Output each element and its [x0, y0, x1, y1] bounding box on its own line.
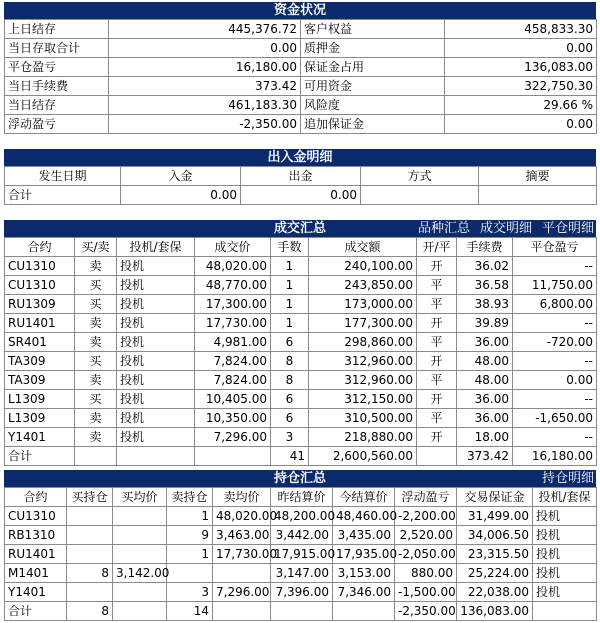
trade-cell: 36.00 — [457, 333, 513, 352]
position-cell: -1,500.00 — [395, 583, 457, 602]
funds-value: 0.00 — [445, 115, 597, 134]
trade-cell: 卖 — [75, 314, 117, 333]
trade-cell: 7,824.00 — [195, 371, 271, 390]
trade-cell: 投机 — [117, 352, 195, 371]
trade-cell: 0.00 — [513, 371, 597, 390]
total-cell — [361, 186, 479, 205]
position-cell: 3,463.00 — [213, 526, 271, 545]
position-cell: RB1310 — [5, 526, 67, 545]
deposit-table — [4, 166, 597, 205]
trade-cell: 6 — [271, 333, 309, 352]
total-cell — [533, 602, 597, 621]
deposit-title: 出入金明细 — [4, 149, 596, 166]
column-header: 昨结算价 — [271, 488, 333, 507]
column-header: 合约 — [5, 238, 75, 257]
trade-cell: 投机 — [117, 314, 195, 333]
position-cell: 17,935.00 — [333, 545, 395, 564]
total-cell: 14 — [167, 602, 213, 621]
funds-row — [5, 96, 597, 115]
funds-label: 上日结存 — [5, 20, 109, 39]
position-cell: 7,396.00 — [271, 583, 333, 602]
position-cell — [167, 564, 213, 583]
trade-cell: 243,850.00 — [309, 276, 417, 295]
column-header: 卖持仓 — [167, 488, 213, 507]
trade-cell: 10,350.00 — [195, 409, 271, 428]
trade-cell: 平 — [417, 295, 457, 314]
column-header: 平仓盈亏 — [513, 238, 597, 257]
position-cell: 3,147.00 — [271, 564, 333, 583]
total-cell — [479, 186, 597, 205]
total-cell: 8 — [67, 602, 113, 621]
trade-cell: TA309 — [5, 371, 75, 390]
funds-row — [5, 115, 597, 134]
trade-cell: 48,020.00 — [195, 257, 271, 276]
trade-cell: 开 — [417, 428, 457, 447]
trade-cell: 3 — [271, 428, 309, 447]
table-row — [5, 526, 597, 545]
trade-cell: L1309 — [5, 409, 75, 428]
position-cell: 7,296.00 — [213, 583, 271, 602]
position-cell: 25,224.00 — [457, 564, 533, 583]
table-row — [5, 409, 597, 428]
trade-cell: 1 — [271, 314, 309, 333]
funds-label: 追加保证金 — [301, 115, 445, 134]
trade-cell: 平 — [417, 409, 457, 428]
position-cell: 48,200.00 — [271, 507, 333, 526]
trade-cell: 312,960.00 — [309, 371, 417, 390]
table-row — [5, 314, 597, 333]
funds-value: 461,183.30 — [109, 96, 301, 115]
column-header: 成交额 — [309, 238, 417, 257]
trade-cell: 36.00 — [457, 409, 513, 428]
funds-title: 资金状况 — [4, 2, 596, 19]
table-row — [5, 507, 597, 526]
funds-value: 16,180.00 — [109, 58, 301, 77]
total-cell: 合计 — [5, 602, 67, 621]
position-cell: 17,915.00 — [271, 545, 333, 564]
funds-value: 0.00 — [109, 39, 301, 58]
trade-cell: Y1401 — [5, 428, 75, 447]
column-header: 方式 — [361, 167, 479, 186]
position-cell: 3,442.00 — [271, 526, 333, 545]
link-2[interactable]: 平仓明细 — [541, 221, 594, 236]
position-cell: 1 — [167, 507, 213, 526]
position-cell: 投机 — [533, 545, 597, 564]
column-header: 成交价 — [195, 238, 271, 257]
trade-cell: 48.00 — [457, 371, 513, 390]
position-cell — [113, 583, 167, 602]
column-header: 今结算价 — [333, 488, 395, 507]
total-cell — [213, 602, 271, 621]
funds-label: 浮动盈亏 — [5, 115, 109, 134]
position-cell — [113, 545, 167, 564]
trade-cell: 240,100.00 — [309, 257, 417, 276]
position-cell: 17,730.00 — [213, 545, 271, 564]
trade-cell: 7,296.00 — [195, 428, 271, 447]
trade-cell: 36.58 — [457, 276, 513, 295]
position-cell: -2,200.00 — [395, 507, 457, 526]
position-cell: 23,315.50 — [457, 545, 533, 564]
column-header: 交易保证金 — [457, 488, 533, 507]
trade-cell: TA309 — [5, 352, 75, 371]
link-0[interactable]: 持仓明细 — [541, 471, 594, 486]
table-row — [5, 428, 597, 447]
total-cell: 0.00 — [121, 186, 241, 205]
column-header: 出金 — [241, 167, 361, 186]
trade-cell: 投机 — [117, 428, 195, 447]
trade-cell: 36.02 — [457, 257, 513, 276]
trade-cell: 18.00 — [457, 428, 513, 447]
trade-cell: 投机 — [117, 333, 195, 352]
trade-cell: 48.00 — [457, 352, 513, 371]
trade-cell: CU1310 — [5, 257, 75, 276]
total-cell — [113, 602, 167, 621]
table-row — [5, 352, 597, 371]
column-header: 买/卖 — [75, 238, 117, 257]
column-header: 合约 — [5, 488, 67, 507]
total-cell: 41 — [271, 447, 309, 466]
table-row — [5, 390, 597, 409]
trade-cell: 1 — [271, 276, 309, 295]
position-cell: 34,006.50 — [457, 526, 533, 545]
position-cell: 3,142.00 — [113, 564, 167, 583]
trades-table — [4, 237, 597, 466]
column-header: 投机/套保 — [117, 238, 195, 257]
total-cell: -2,350.00 — [395, 602, 457, 621]
position-cell — [67, 526, 113, 545]
funds-label: 保证金占用 — [301, 58, 445, 77]
funds-label: 可用资金 — [301, 77, 445, 96]
total-cell: 0.00 — [241, 186, 361, 205]
funds-label: 当日存取合计 — [5, 39, 109, 58]
total-cell — [117, 447, 195, 466]
position-cell — [113, 526, 167, 545]
trade-cell: 买 — [75, 276, 117, 295]
trade-cell: 173,000.00 — [309, 295, 417, 314]
position-cell — [67, 545, 113, 564]
total-cell: 2,600,560.00 — [309, 447, 417, 466]
funds-table — [4, 19, 597, 134]
trade-cell: 卖 — [75, 333, 117, 352]
position-cell: -2,050.00 — [395, 545, 457, 564]
trade-cell: 开 — [417, 257, 457, 276]
trade-cell: 卖 — [75, 371, 117, 390]
trade-cell: -720.00 — [513, 333, 597, 352]
positions-section — [4, 470, 596, 621]
trade-cell: 投机 — [117, 390, 195, 409]
position-cell: 投机 — [533, 564, 597, 583]
positions-table — [4, 487, 597, 621]
trade-cell: 6 — [271, 390, 309, 409]
funds-row — [5, 58, 597, 77]
column-header: 投机/套保 — [533, 488, 597, 507]
trade-cell: 312,150.00 — [309, 390, 417, 409]
positions-title: 持仓汇总 持仓明细 — [4, 470, 596, 487]
trade-cell: 10,405.00 — [195, 390, 271, 409]
funds-value: 136,083.00 — [445, 58, 597, 77]
column-header: 手续费 — [457, 238, 513, 257]
table-row — [5, 371, 597, 390]
funds-label: 当日手续费 — [5, 77, 109, 96]
trades-title: 成交汇总 品种汇总 成交明细 平仓明细 — [4, 220, 596, 237]
trade-cell: -- — [513, 352, 597, 371]
trade-cell: 6,800.00 — [513, 295, 597, 314]
funds-label: 客户权益 — [301, 20, 445, 39]
column-header: 手数 — [271, 238, 309, 257]
table-row — [5, 545, 597, 564]
position-cell: 22,038.00 — [457, 583, 533, 602]
trade-cell: 11,750.00 — [513, 276, 597, 295]
position-cell: 7,346.00 — [333, 583, 395, 602]
column-header: 卖均价 — [213, 488, 271, 507]
trade-cell: 卖 — [75, 257, 117, 276]
trade-cell: -1,650.00 — [513, 409, 597, 428]
total-cell: 合计 — [5, 186, 121, 205]
table-row — [5, 583, 597, 602]
trade-cell: 17,300.00 — [195, 295, 271, 314]
trade-cell: 卖 — [75, 428, 117, 447]
position-cell: 880.00 — [395, 564, 457, 583]
table-row — [5, 276, 597, 295]
total-cell: 16,180.00 — [513, 447, 597, 466]
trade-cell: 投机 — [117, 276, 195, 295]
position-cell: 31,499.00 — [457, 507, 533, 526]
link-1[interactable]: 成交明细 — [479, 221, 532, 236]
trade-cell: CU1310 — [5, 276, 75, 295]
position-cell: 2,520.00 — [395, 526, 457, 545]
trade-cell: 4,981.00 — [195, 333, 271, 352]
position-cell: CU1310 — [5, 507, 67, 526]
trade-cell: -- — [513, 257, 597, 276]
total-cell — [417, 447, 457, 466]
trade-cell: 7,824.00 — [195, 352, 271, 371]
funds-row — [5, 20, 597, 39]
trade-cell: SR401 — [5, 333, 75, 352]
trade-cell: 开 — [417, 352, 457, 371]
funds-label: 质押金 — [301, 39, 445, 58]
trade-cell: -- — [513, 314, 597, 333]
position-cell — [67, 583, 113, 602]
position-cell — [67, 507, 113, 526]
column-header: 买均价 — [113, 488, 167, 507]
trade-cell: 投机 — [117, 257, 195, 276]
funds-section — [4, 2, 596, 134]
funds-label: 风险度 — [301, 96, 445, 115]
positions-total-row — [5, 602, 597, 621]
position-cell — [213, 564, 271, 583]
trade-cell: 买 — [75, 295, 117, 314]
funds-value: 373.42 — [109, 77, 301, 96]
trade-cell: 310,500.00 — [309, 409, 417, 428]
trade-cell: 买 — [75, 352, 117, 371]
deposit-total-row — [5, 186, 597, 205]
trade-cell: 平 — [417, 276, 457, 295]
trade-cell: -- — [513, 428, 597, 447]
trade-cell: 投机 — [117, 409, 195, 428]
trade-cell: 平 — [417, 371, 457, 390]
trade-cell: 177,300.00 — [309, 314, 417, 333]
trade-cell: 投机 — [117, 371, 195, 390]
position-cell: 9 — [167, 526, 213, 545]
deposit-section — [4, 149, 596, 205]
trade-cell: 1 — [271, 295, 309, 314]
trade-cell: 1 — [271, 257, 309, 276]
total-cell: 合计 — [5, 447, 75, 466]
trade-cell: 312,960.00 — [309, 352, 417, 371]
position-cell: 48,020.00 — [213, 507, 271, 526]
trade-cell: 8 — [271, 352, 309, 371]
trade-cell: 8 — [271, 371, 309, 390]
position-cell: 投机 — [533, 583, 597, 602]
column-header: 浮动盈亏 — [395, 488, 457, 507]
funds-value: 0.00 — [445, 39, 597, 58]
trade-cell: 开 — [417, 390, 457, 409]
trade-cell: L1309 — [5, 390, 75, 409]
funds-value: 322,750.30 — [445, 77, 597, 96]
trade-cell: -- — [513, 390, 597, 409]
funds-value: -2,350.00 — [109, 115, 301, 134]
column-header: 开/平 — [417, 238, 457, 257]
table-row — [5, 257, 597, 276]
trade-cell: 48,770.00 — [195, 276, 271, 295]
column-header: 发生日期 — [5, 167, 121, 186]
total-cell: 136,083.00 — [457, 602, 533, 621]
position-cell — [113, 507, 167, 526]
table-row — [5, 333, 597, 352]
total-cell — [195, 447, 271, 466]
trade-cell: 36.00 — [457, 390, 513, 409]
table-row — [5, 564, 597, 583]
trade-cell: 投机 — [117, 295, 195, 314]
trade-cell: 卖 — [75, 409, 117, 428]
position-cell: 8 — [67, 564, 113, 583]
position-cell: 3,435.00 — [333, 526, 395, 545]
deposit-header-row — [5, 167, 597, 186]
trade-cell: RU1309 — [5, 295, 75, 314]
total-cell: 373.42 — [457, 447, 513, 466]
column-header: 摘要 — [479, 167, 597, 186]
total-cell — [271, 602, 333, 621]
trade-cell: 开 — [417, 314, 457, 333]
position-cell: 投机 — [533, 507, 597, 526]
trade-cell: 6 — [271, 409, 309, 428]
trade-cell: 17,730.00 — [195, 314, 271, 333]
funds-label: 当日结存 — [5, 96, 109, 115]
total-cell — [75, 447, 117, 466]
position-cell: 3 — [167, 583, 213, 602]
funds-value: 29.66 % — [445, 96, 597, 115]
trade-cell: 平 — [417, 333, 457, 352]
column-header: 买持仓 — [67, 488, 113, 507]
position-cell: RU1401 — [5, 545, 67, 564]
total-cell — [333, 602, 395, 621]
trade-cell: 39.89 — [457, 314, 513, 333]
position-cell: M1401 — [5, 564, 67, 583]
link-0[interactable]: 品种汇总 — [417, 221, 470, 236]
trade-cell: 38.93 — [457, 295, 513, 314]
trades-section — [4, 220, 596, 466]
position-cell: 投机 — [533, 526, 597, 545]
position-cell: Y1401 — [5, 583, 67, 602]
funds-value: 445,376.72 — [109, 20, 301, 39]
trades-header-row — [5, 238, 597, 257]
position-cell: 48,460.00 — [333, 507, 395, 526]
trade-cell: RU1401 — [5, 314, 75, 333]
position-cell: 1 — [167, 545, 213, 564]
trade-cell: 298,860.00 — [309, 333, 417, 352]
column-header: 入金 — [121, 167, 241, 186]
position-cell: 3,153.00 — [333, 564, 395, 583]
trade-cell: 218,880.00 — [309, 428, 417, 447]
table-row — [5, 295, 597, 314]
trade-cell: 买 — [75, 390, 117, 409]
positions-header-row — [5, 488, 597, 507]
funds-value: 458,833.30 — [445, 20, 597, 39]
funds-row — [5, 77, 597, 96]
funds-label: 平仓盈亏 — [5, 58, 109, 77]
trades-total-row — [5, 447, 597, 466]
funds-row — [5, 39, 597, 58]
